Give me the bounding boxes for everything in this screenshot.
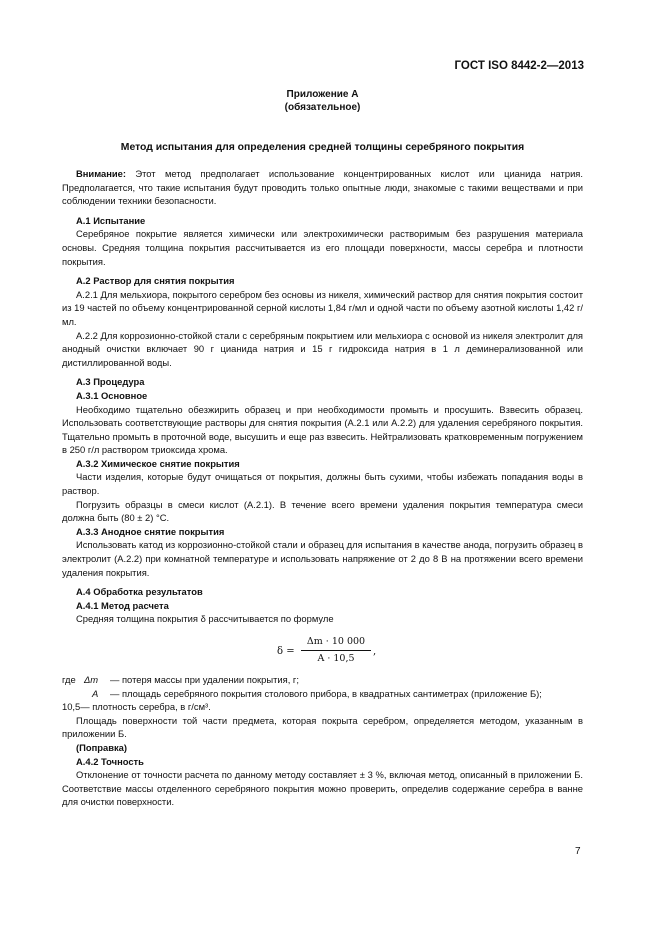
warning-text: Этот метод предполагает использование концентрированных кислот или цианида натрия. Предполагается, что такие испытания будут проводить только опытные люди, знакомые с такими веществами и при соблюдении техники безопасности. bbox=[62, 168, 583, 207]
warning-paragraph bbox=[62, 167, 583, 208]
definition-row bbox=[62, 700, 583, 714]
section-a32-heading: А.3.2 Химическое снятие покрытия bbox=[76, 457, 240, 469]
section-a1-text: Серебряное покрытие является химически или электрохимически растворимым без разрушения материала основы. Средняя толщина покрытия рассчитывается из его площади поверхности, массы серебра и плотности покрытия. bbox=[62, 228, 583, 267]
where-label: где bbox=[62, 674, 76, 685]
section-a3-heading: А.3 Процедура bbox=[76, 376, 145, 388]
definition-text: — площадь серебряного покрытия столового прибора, в квадратных сантиметрах (приложение Б); bbox=[110, 687, 542, 699]
warning-label: Внимание: bbox=[76, 168, 126, 179]
formula-numerator: Δm · 10 000 bbox=[301, 635, 371, 651]
definition-text: — потеря массы при удалении покрытия, г; bbox=[110, 674, 299, 685]
section-a33-heading: А.3.3 Анодное снятие покрытия bbox=[76, 525, 225, 537]
section-a2-heading: А.2 Раствор для снятия покрытия bbox=[76, 275, 235, 287]
page-number: 7 bbox=[575, 846, 581, 857]
definition-text: — плотность серебра, в г/см³. bbox=[80, 701, 211, 713]
method-title: Метод испытания для определения средней толщины серебряного покрытия bbox=[120, 142, 525, 153]
standard-designation: ГОСТ ISO 8442-2—2013 bbox=[454, 60, 584, 72]
thickness-formula bbox=[62, 631, 583, 669]
area-note: Площадь поверхности той части предмета, которая покрыта серебром, определяется методом, указанным в приложении Б. bbox=[62, 714, 583, 740]
section-a4-heading: А.4 Обработка результатов bbox=[76, 586, 203, 598]
definition-symbol: A bbox=[92, 687, 99, 699]
definition-symbol: Δm bbox=[84, 674, 99, 685]
section-a21-text: А.2.1 Для мельхиора, покрытого серебром без основы из никеля, химический раствор для снятия покрытия состоит из 19 частей по объему концентрированной серной кислоты 1,84 г/мл и одной части по объему азотной кислоты 1,42 г/мл. bbox=[62, 288, 583, 327]
section-a31-heading: А.3.1 Основное bbox=[76, 389, 148, 401]
definition-symbol: 10,5 bbox=[62, 701, 81, 713]
formula-definitions bbox=[62, 673, 583, 714]
annex-title: Приложение А bbox=[286, 89, 359, 100]
section-a42-text: Отклонение от точности расчета по данному методу составляет ± 3 %, включая метод, описанный в приложении Б. Соответствие массы отделенного серебряного покрытия можно проверить, определив содержание серебра в ванне для очистки поверхности. bbox=[62, 769, 583, 808]
section-a22-text: А.2.2 Для коррозионно-стойкой стали с серебряным покрытием или мельхиора с основой из никеля электролит для анодный очистки включает 90 г цианида натрия и 15 г гидроксида натрия в 1 л деминерализованной или дистиллированной воды. bbox=[62, 329, 583, 368]
section-a41-heading: А.4.1 Метод расчета bbox=[76, 599, 169, 611]
definition-row bbox=[62, 673, 583, 687]
section-a33-text: Использовать катод из коррозионно-стойкой стали и образец для испытания в качестве анода, погрузить образец в электролит (А.2.2) при комнатной температуре и использовать напряжение от 2 до 8 В на протяжении всего времени удаления покрытия. bbox=[62, 539, 583, 578]
section-a1-heading: А.1 Испытание bbox=[76, 214, 146, 226]
page-content bbox=[62, 88, 583, 809]
formula-lhs: δ = bbox=[277, 646, 295, 657]
section-a42-heading: А.4.2 Точность bbox=[76, 755, 144, 767]
section-a32-text-2: Погрузить образцы в смеси кислот (А.2.1). В течение всего времени удаления покрытия температура смеси должна быть (80 ± 2) °С. bbox=[62, 498, 583, 524]
definition-row bbox=[62, 687, 583, 701]
amendment-note: (Поправка) bbox=[76, 741, 127, 753]
section-a31-text: Необходимо тщательно обезжирить образец и при необходимости промыть и просушить. Взвесить образец. Использовать соответствующие растворы для снятия покрытия (А.2.1 или А.2.2) для удаления серебряного покрытия. Тщательно промыть в проточной воде, высушить и еще раз взвесить. Нейтрализовать кратковременным погружением в 250 г/л раствором триоксида хрома. bbox=[62, 403, 583, 456]
section-a32-text-1: Части изделия, которые будут очищаться от покрытия, должны быть сухими, чтобы избежать попадания воды в раствор. bbox=[62, 471, 583, 497]
section-a41-text: Средняя толщина покрытия δ рассчитывается по формуле bbox=[76, 613, 334, 625]
formula-denominator: A · 10,5 bbox=[317, 652, 355, 664]
formula-tail: , bbox=[373, 646, 377, 657]
annex-status: (обязательное) bbox=[284, 102, 361, 113]
